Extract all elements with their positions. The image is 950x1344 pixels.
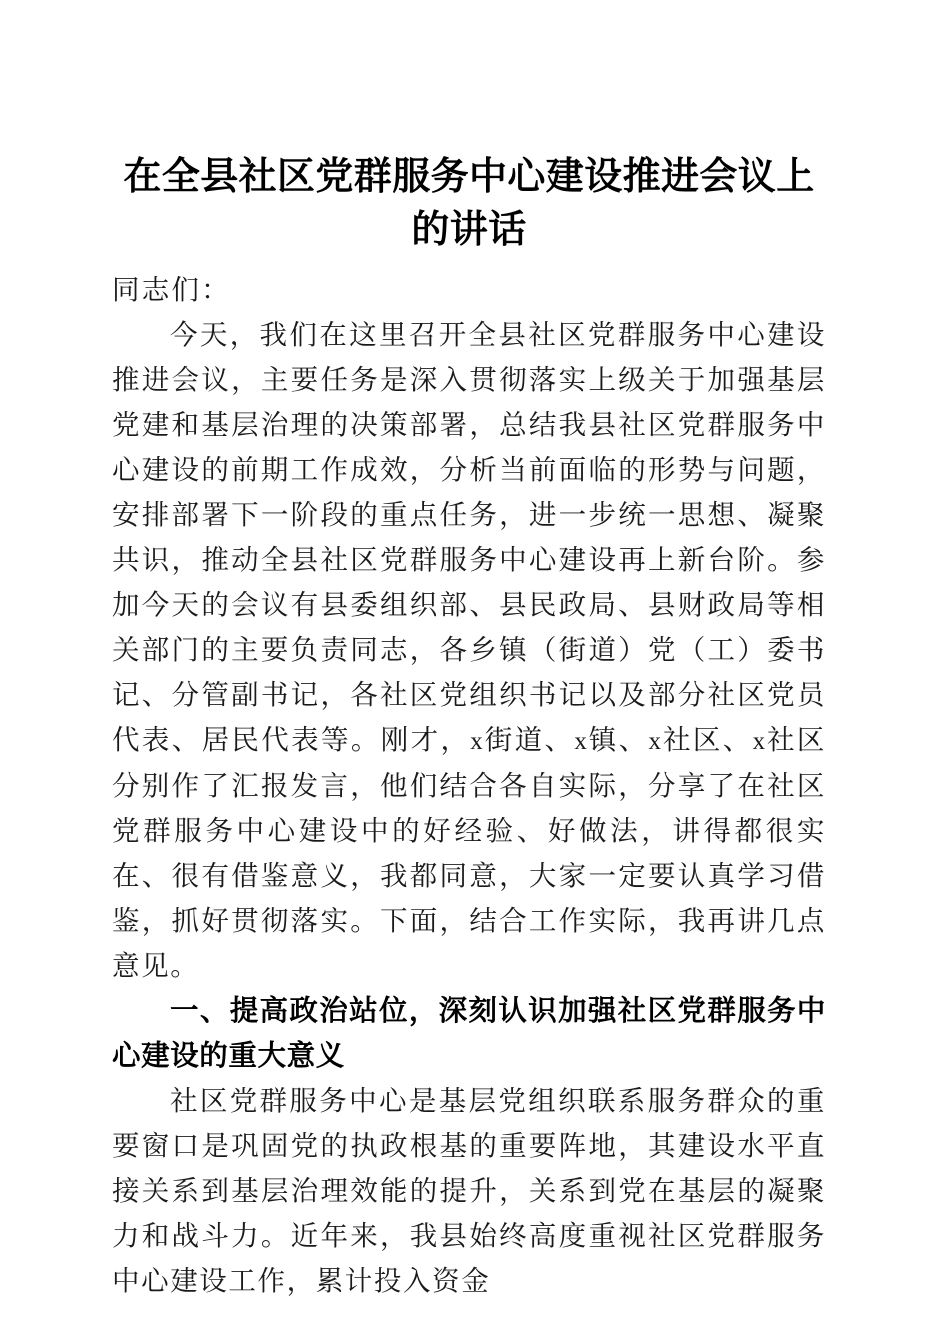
latin-run: x: [752, 728, 767, 755]
document-body: [112, 268, 826, 1304]
section-heading-1: 一、提高政治站位，深刻认识加强社区党群服务中心建设的重大意义: [112, 995, 826, 1072]
latin-run: x: [574, 728, 589, 755]
latin-run: x: [648, 728, 663, 755]
salutation-line: 同志们：: [112, 274, 231, 306]
page-title: 在全县社区党群服务中心建设推进会议上的讲话: [123, 156, 815, 252]
opening-paragraph: 今天，我们在这里召开全县社区党群服务中心建设推进会议，主要任务是深入贯彻落实上级关于加强基层党建和基层治理的决策部署，总结我县社区党群服务中心建设的前期工作成效，分析当前面临的形势与问题，安排部署下一阶段的重点任务，进一步统一思想、凝聚共识，推动全县社区党群服务中心建设再上新台阶。参加今天的会议有县委组织部、县民政局、县财政局等相关部门的主要负责同志，各乡镇（街道）党（工）委书记、分管副书记，各社区党组织书记以及部分社区党员代表、居民代表等。刚才，x街道、x镇、x社区、x社区分别作了汇报发言，他们结合各自实际，分享了在社区党群服务中心建设中的好经验、好做法，讲得都很实在、很有借鉴意义，我都同意，大家一定要认真学习借鉴，抓好贯彻落实。下面，结合工作实际，我再讲几点意见。: [112, 319, 826, 982]
latin-run: x: [470, 728, 484, 755]
section-1-paragraph-1: 社区党群服务中心是基层党组织联系服务群众的重要窗口是巩固党的执政根基的重要阵地，其建设水平直接关系到基层治理效能的提升，关系到党在基层的凝聚力和战斗力。近年来，我县始终高度重视社区党群服务中心建设工作，累计投入资金: [112, 1085, 826, 1297]
